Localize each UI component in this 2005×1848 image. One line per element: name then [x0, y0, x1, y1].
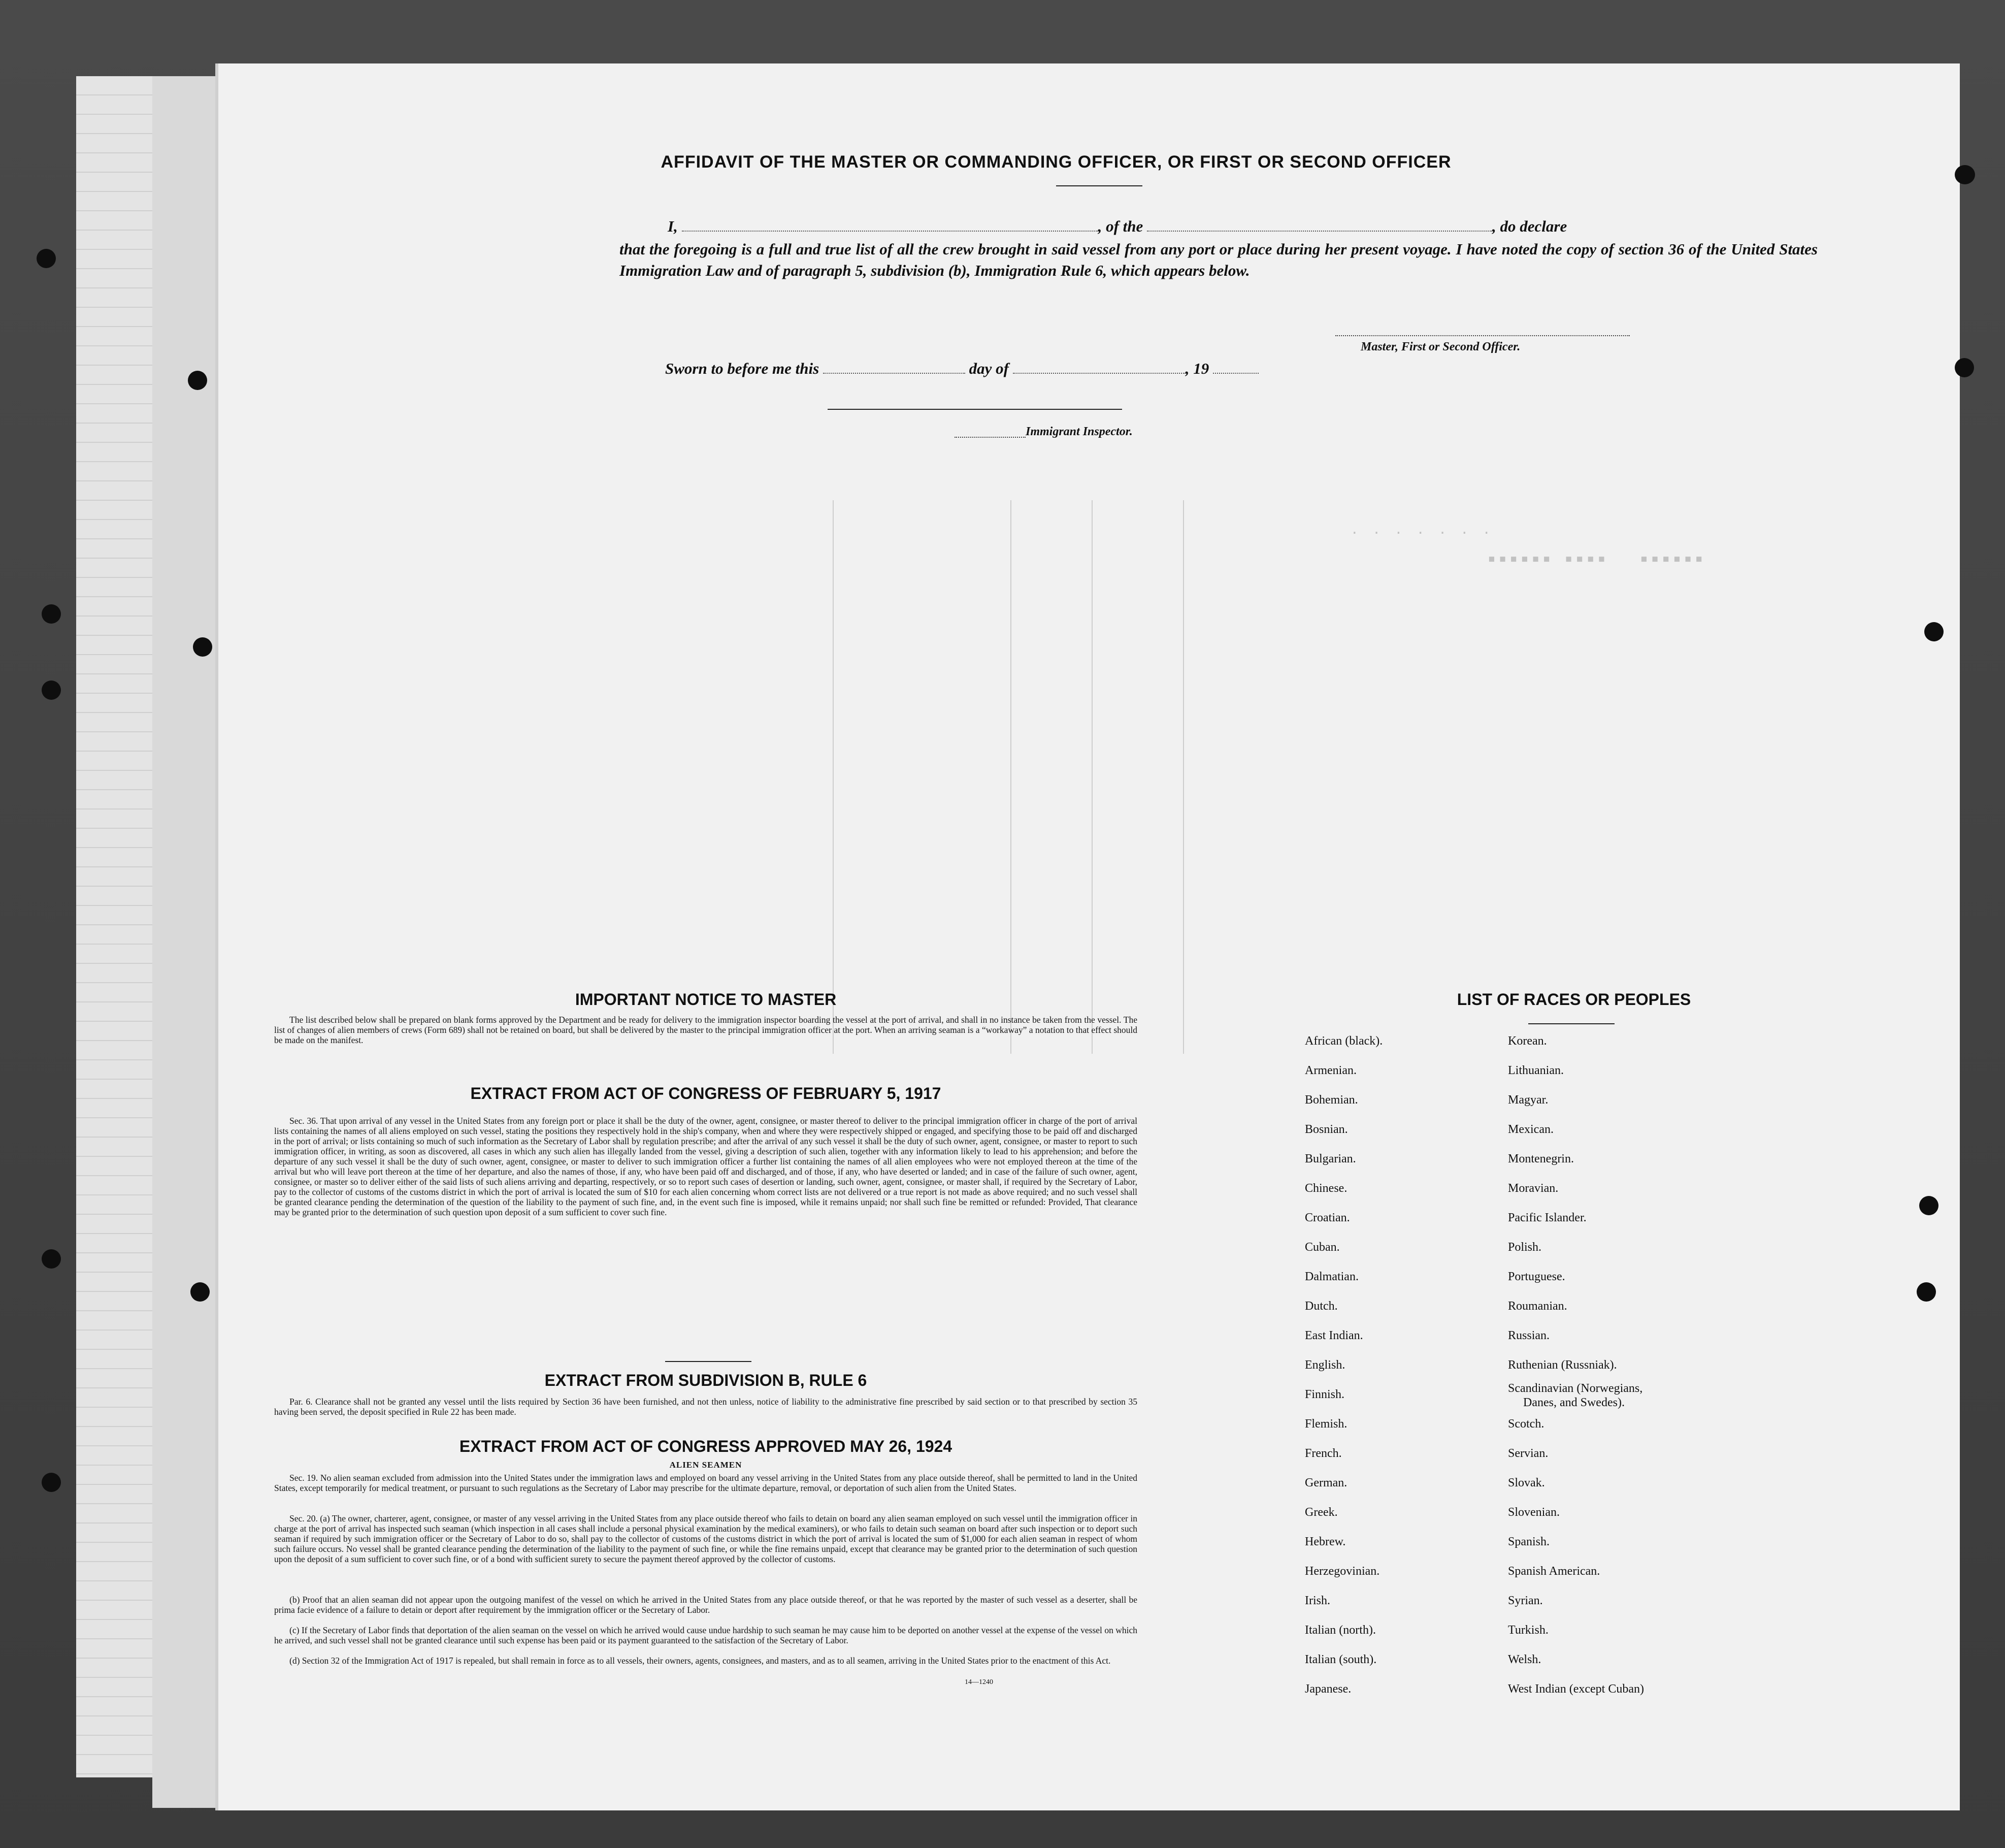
act1924-para-1: Sec. 19. No alien seaman excluded from admission into the United States under the immigration laws and employed on board any vessel arriving in the United States from any place outside thereof, shall be permitted to land in the United States, except temporarily for medical treatment, or pursuant to such regulations as the Secretary of Labor may prescribe for the ultimate departure, removal, or deportation of such alien from the United States. — [274, 1473, 1137, 1493]
sworn-start: Sworn to before me this — [665, 360, 819, 377]
race-item: Japanese. — [1305, 1682, 1352, 1696]
punch-hole — [1919, 1196, 1938, 1215]
punch-hole — [42, 1473, 61, 1492]
punch-hole — [1917, 1282, 1936, 1302]
race-item: Italian (north). — [1305, 1624, 1376, 1637]
affidavit-of-the: , of the — [1098, 217, 1143, 235]
affidavit-statement: that the foregoing is a full and true list of all the crew brought in said vessel from any port or place during her present voyage. I have noted the copy of section 36 of the United States Immigration Law and of paragraph 5, subdivision (b), Immigration Rule 6, which appears below. — [619, 240, 1818, 279]
race-item: Welsh. — [1508, 1653, 1541, 1666]
race-item: Korean. — [1508, 1034, 1547, 1048]
bleed-column — [833, 500, 834, 1054]
race-item: Flemish. — [1305, 1417, 1347, 1431]
bleed-text: ▪▪▪▪▪▪ ▪▪▪▪ — [1488, 551, 1609, 566]
race-item: African (black). — [1305, 1034, 1383, 1048]
signature-label: Master, First or Second Officer. — [1361, 340, 1521, 353]
punch-hole — [188, 371, 207, 390]
race-item: Chinese. — [1305, 1182, 1347, 1195]
race-item: Turkish. — [1508, 1624, 1549, 1637]
race-item: Polish. — [1508, 1241, 1542, 1254]
bleed-text: ▪▪▪▪▪▪ — [1640, 551, 1706, 566]
race-item: Armenian. — [1305, 1064, 1357, 1077]
race-item: Dutch. — [1305, 1300, 1338, 1313]
vessel-name-field — [1147, 231, 1492, 232]
race-item: Syrian. — [1508, 1594, 1543, 1607]
race-item: Montenegrin. — [1508, 1152, 1574, 1165]
race-item: Slovenian. — [1508, 1506, 1560, 1519]
form-number: 14—1240 — [965, 1678, 993, 1686]
race-item: Lithuanian. — [1508, 1064, 1564, 1077]
punch-hole — [1924, 622, 1944, 641]
act1924-para-2: Sec. 20. (a) The owner, charterer, agent, consignee, or master of any vessel arriving in the United States from any place outside thereof who fails to detain on board any alien seaman employed on such vessel until the immigration officer in charge at the port of arrival has inspected such seaman (which inspection in all cases shall include a personal physical examination by the medical examiners), or who fails to detain such seaman on board after such inspection or to deport such seaman if required by such immigration officer or the Secretary of Labor to do so, shall pay to the collector of customs of the customs district in which the port of arrival is located the sum of $1,000 for each alien seaman in respect of whom such failure occurs. No vessel shall be granted clearance pending the determination of the liability to the payment of such fine, or while the fine remains unpaid, except that clearance may be granted prior to the determination of such question upon the deposit of a sum sufficient to cover such fine, or of a bond with sufficient surety to secure the payment thereof approved by the collector of customs. — [274, 1513, 1137, 1564]
race-item: Scandinavian (Norwegians, — [1508, 1382, 1643, 1395]
affidavit-declare: , do declare — [1492, 217, 1567, 235]
race-item: West Indian (except Cuban) — [1508, 1682, 1644, 1696]
race-item: Roumanian. — [1508, 1300, 1567, 1313]
race-item: East Indian. — [1305, 1329, 1363, 1342]
race-item: Greek. — [1305, 1506, 1338, 1519]
act1924-subtitle: ALIEN SEAMEN — [669, 1460, 742, 1470]
inspector-dots — [955, 437, 1026, 438]
act1924-para-3: (b) Proof that an alien seaman did not appear upon the outgoing manifest of the vessel on which he arrived in the United States from any place outside thereof, or that he was reported by the master of such vessel as a deserter, shall be prima facie evidence of a failure to detain or deport after requirement by the immigration officer or the Secretary of Labor. — [274, 1595, 1137, 1615]
sworn-year: , 19 — [1185, 360, 1209, 377]
punch-hole — [42, 680, 61, 700]
punch-hole — [190, 1282, 210, 1302]
races-title: LIST OF RACES OR PEOPLES — [1457, 990, 1691, 1009]
bleed-column — [1092, 500, 1093, 1054]
races-title-rule — [1528, 1023, 1615, 1024]
sworn-line — [665, 358, 1259, 379]
race-item: Bosnian. — [1305, 1123, 1348, 1136]
race-item: Magyar. — [1508, 1093, 1549, 1107]
sworn-day-field — [823, 373, 965, 374]
race-item-continuation: Danes, and Swedes). — [1523, 1396, 1625, 1409]
race-item: Slovak. — [1508, 1476, 1545, 1489]
race-item: Herzegovinian. — [1305, 1565, 1380, 1578]
section-rule — [665, 1361, 751, 1362]
punch-hole — [42, 604, 61, 624]
bleed-column — [1183, 500, 1184, 1054]
affidavit-i: I, — [668, 217, 678, 235]
race-item: English. — [1305, 1358, 1345, 1372]
race-item: Servian. — [1508, 1447, 1549, 1460]
race-item: Spanish. — [1508, 1535, 1550, 1548]
sworn-day: day of — [969, 360, 1009, 377]
race-item: Irish. — [1305, 1594, 1330, 1607]
inspector-signature-line — [828, 409, 1122, 410]
race-item: Cuban. — [1305, 1241, 1340, 1254]
race-item: Ruthenian (Russniak). — [1508, 1358, 1617, 1372]
sworn-year-field — [1213, 373, 1259, 374]
affidavit-declaration-line — [668, 216, 1815, 237]
act1924-title: EXTRACT FROM ACT OF CONGRESS APPROVED MAY 26, 1924 — [459, 1437, 952, 1455]
race-item: Bohemian. — [1305, 1093, 1358, 1107]
race-item: Pacific Islander. — [1508, 1211, 1587, 1224]
race-item: Dalmatian. — [1305, 1270, 1359, 1283]
race-item: Italian (south). — [1305, 1653, 1377, 1666]
race-item: German. — [1305, 1476, 1347, 1489]
ledger-strip — [76, 76, 157, 1777]
race-item: Russian. — [1508, 1329, 1550, 1342]
sworn-month-field — [1013, 373, 1186, 374]
act1924-para-4: (c) If the Secretary of Labor finds that deportation of the alien seaman on the vessel on which he arrived would cause undue hardship to such seaman he may cause him to be deported on another vessel at the expense of the vessel on which he arrived, and such vessel shall not be granted clearance until such expense has been paid or its payment guaranteed to the satisfaction of the Secretary of Labor. — [274, 1625, 1137, 1645]
rule6-text: Par. 6. Clearance shall not be granted any vessel until the lists required by Section 36 have been furnished, and not then unless, notice of liability to the administrative fine prescribed by said section or to that prescribed by section 35 having been served, the deposit specified in Rule 22 has been made. — [274, 1397, 1137, 1417]
punch-hole — [193, 637, 212, 657]
race-item: Spanish American. — [1508, 1565, 1600, 1578]
race-item: Scotch. — [1508, 1417, 1544, 1431]
master-name-field — [682, 231, 1098, 232]
punch-hole — [1955, 165, 1975, 184]
punch-hole — [42, 1249, 61, 1269]
rule6-title: EXTRACT FROM SUBDIVISION B, RULE 6 — [544, 1371, 867, 1389]
race-item: Moravian. — [1508, 1182, 1559, 1195]
punch-hole — [37, 249, 56, 268]
bleed-text: · · · · · · · — [1351, 526, 1494, 541]
act1924-para-5: (d) Section 32 of the Immigration Act of 1917 is repealed, but shall remain in force as to all vessels, their owners, agents, consignees, and masters, and as to all seamen, arriving in the United States prior to the enactment of this Act. — [289, 1656, 1111, 1666]
notice-text: The list described below shall be prepared on blank forms approved by the Department and be ready for delivery to the immigration inspector boarding the vessel at the port of arrival, and shall in no instance be taken from the vessel. The list of changes of alien members of crews (Form 689) shall not be retained on board, but shall be delivered by the master to the principal immigration officer at the port. When an arriving seaman is a “workaway” a notation to that effect should be made on the manifest. — [274, 1015, 1137, 1045]
title-rule — [1056, 185, 1142, 186]
bleed-column — [1010, 500, 1011, 1054]
race-item: Hebrew. — [1305, 1535, 1346, 1548]
race-item: Bulgarian. — [1305, 1152, 1356, 1165]
act1917-title: EXTRACT FROM ACT OF CONGRESS OF FEBRUARY 5, 1917 — [470, 1084, 941, 1103]
race-item: Portuguese. — [1508, 1270, 1565, 1283]
document-sheet — [218, 63, 1960, 1810]
punch-hole — [1955, 358, 1974, 377]
act1917-text: Sec. 36. That upon arrival of any vessel in the United States from any foreign port or place it shall be the duty of the owner, agent, consignee, or master thereof to deliver to the principal immigration officer in charge of the port of arrival lists containing the names of all aliens employed on such vessel, stating the positions they respectively hold in the ship's company, when and where they were respectively shipped or engaged, and specifying those to be paid off and discharged in the port of arrival; or lists containing so much of such information as the Secretary of Labor shall by regulation prescribe; and after the arrival of any such vessel it shall be the duty of such owner, agent, consignee, or master to report to such immigration officer, in writing, as soon as discovered, all cases in which any such alien has illegally landed from the vessel, giving a description of such alien, together with any information likely to lead to his apprehension; and before the departure of any such vessel it shall be the duty of such owner, agent, consignee, or master to deliver to such immigration officer a further list containing the names of all alien employees who were not employed thereon at the time of the arrival but who will leave port thereon at the time of her departure, and also the names of those, if any, who have been paid off and discharged, and of those, if any, who have deserted or landed; and in case of the failure of such owner, agent, consignee, or master so to deliver either of the said lists of such aliens arriving and departing, respectively, or so to report such cases of desertion or landing, such owner, agent, consignee, or master shall, if required by the Secretary of Labor, pay to the collector of customs of the customs district in which the port of arrival is located the sum of $10 for each alien concerning whom correct lists are not delivered or a true report is not made as above required; and no such vessel shall be granted clearance pending the determination of the question of the liability to the payment of such fine, and, in the event such fine is imposed, while it remains unpaid; nor shall such fine be remitted or refunded: Provided, That clearance may be granted prior to the determination of such question upon deposit of a sum sufficient to cover such fine. — [274, 1116, 1137, 1217]
signature-line — [1335, 335, 1630, 336]
race-item: Finnish. — [1305, 1388, 1345, 1401]
race-item: Croatian. — [1305, 1211, 1350, 1224]
race-item: French. — [1305, 1447, 1342, 1460]
affidavit-title: AFFIDAVIT OF THE MASTER OR COMMANDING OFFICER, OR FIRST OR SECOND OFFICER — [661, 152, 1452, 172]
notice-title: IMPORTANT NOTICE TO MASTER — [575, 990, 837, 1009]
race-item: Mexican. — [1508, 1123, 1554, 1136]
inspector-label: Immigrant Inspector. — [1026, 425, 1133, 438]
